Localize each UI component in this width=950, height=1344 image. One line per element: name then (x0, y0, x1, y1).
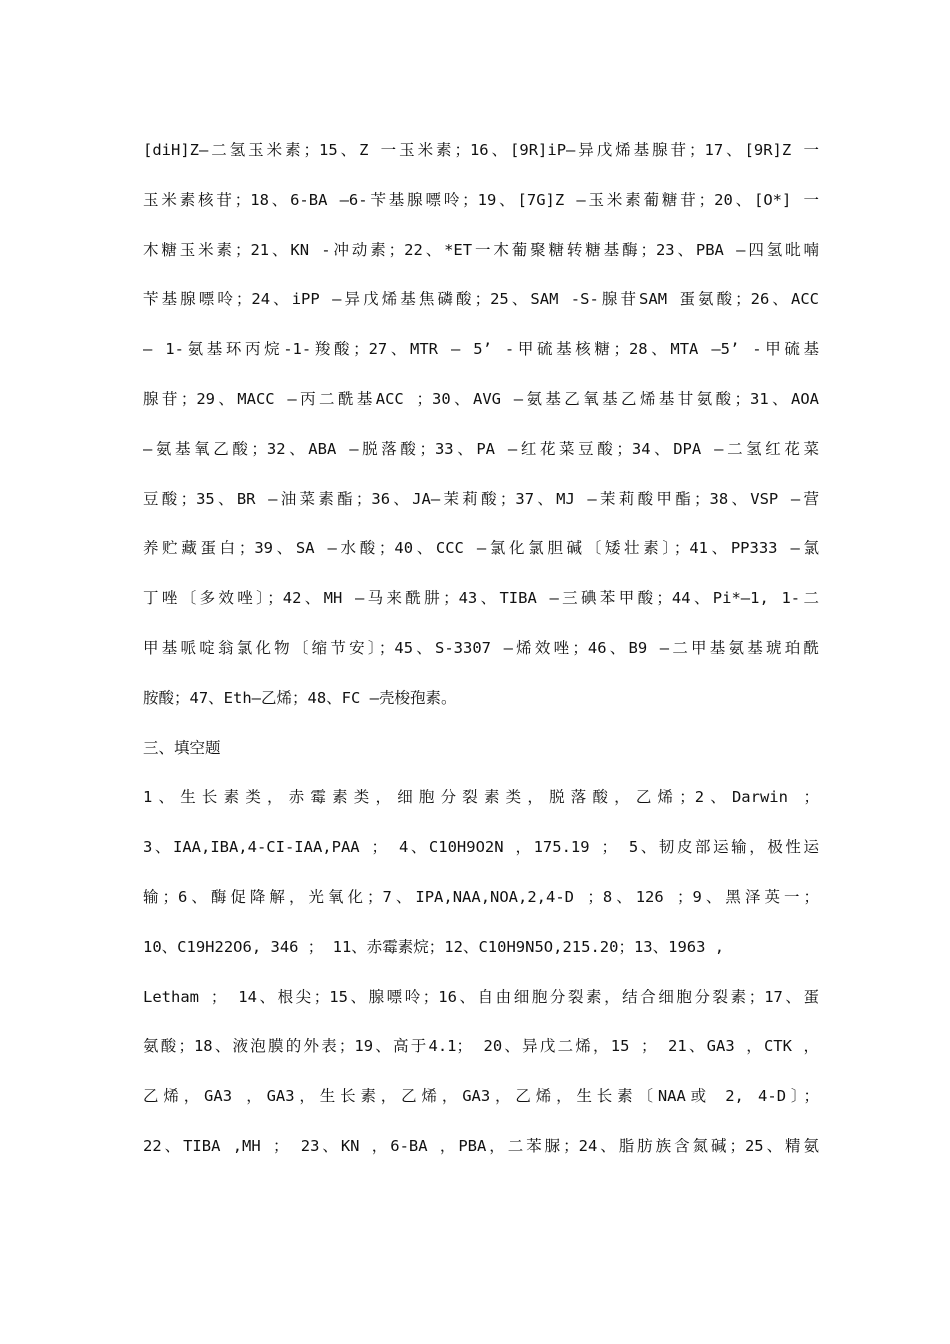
text-line: 丁唑〔多效唑〕；42、MH —马来酰肼；43、TIBA —三碘苯甲酸；44、Pi*—1, 1-二 (143, 589, 819, 608)
answer-line: 乙烯，GA3 ，GA3，生长素，乙烯，GA3，乙烯，生长素〔NAA或 2, 4-D〕； (143, 1087, 819, 1106)
answer-line: 1、生长素类，赤霉素类，细胞分裂素类，脱落酸，乙烯；2、Darwin ； (143, 788, 819, 807)
answer-line: 氨酸；18、液泡膜的外表；19、高于4.1； 20、异戊二烯，15 ； 21、GA3 ，CTK ， (143, 1037, 819, 1056)
text-line: — 1-氨基环丙烷-1-羧酸；27、MTR — 5’ -甲硫基核糖；28、MTA —5’ -甲硫基 (143, 340, 819, 359)
document-body (143, 137, 819, 1183)
text-line: 玉米素核苷；18、6-BA —6-苄基腺嘌呤；19、[7G]Z —玉米素葡糖苷；20、[O*] 一 (143, 190, 819, 209)
answer-line: Letham ； 14、根尖；15、腺嘌呤；16、自由细胞分裂素，结合细胞分裂素；17、蛋 (143, 987, 819, 1006)
section-heading: 三、填空题 (143, 738, 221, 757)
text-line: 胺酸；47、Eth—乙烯；48、FC —壳梭孢素。 (143, 688, 457, 707)
text-line: 养贮藏蛋白；39、SA —水酸；40、CCC —氯化氯胆碱〔矮壮素〕；41、PP333 —氯 (143, 539, 819, 558)
text-line: 豆酸；35、BR —油菜素酯；36、JA—茉莉酸；37、MJ —茉莉酸甲酯；38、VSP —营 (143, 489, 819, 508)
answer-line: 输；6、酶促降解，光氧化；7、IPA,NAA,NOA,2,4-D ；8、126 ；9、黑泽英一； (143, 887, 819, 906)
text-line: 甲基哌啶翁氯化物〔缩节安〕；45、S-3307 —烯效唑；46、B9 —二甲基氨基琥珀酰 (143, 638, 819, 657)
text-line: 木糖玉米素；21、KN -冲动素；22、*ET一木葡聚糖转糖基酶；23、PBA —四氢吡喃 (143, 240, 819, 259)
answer-line: 22、TIBA ,MH ； 23、KN ，6-BA ，PBA，二苯脲；24、脂肪族含氮碱；25、精氨 (143, 1136, 819, 1155)
text-line: 腺苷；29、MACC —丙二酰基ACC ；30、AVG —氨基乙氧基乙烯基甘氨酸；31、AOA (143, 389, 819, 408)
answer-line: 10、C19H22O6, 346 ； 11、赤霉素烷；12、C10H9N5O,215.20；13、1963 , (143, 937, 725, 956)
text-line: [diH]Z—二氢玉米素；15、Z 一玉米素；16、[9R]iP—异戊烯基腺苷；17、[9R]Z 一 (143, 141, 819, 159)
text-line: —氨基氧乙酸；32、ABA —脱落酸；33、PA —红花菜豆酸；34、DPA —二氢红花菜 (143, 439, 819, 458)
text-line: 苄基腺嘌呤；24、iPP —异戊烯基焦磷酸；25、SAM -S-腺苷SAM 蛋氨酸；26、ACC (143, 290, 819, 309)
answer-line: 3、IAA,IBA,4-CI-IAA,PAA ； 4、C10H9O2N ，175.19 ； 5、韧皮部运输，极性运 (143, 838, 819, 857)
